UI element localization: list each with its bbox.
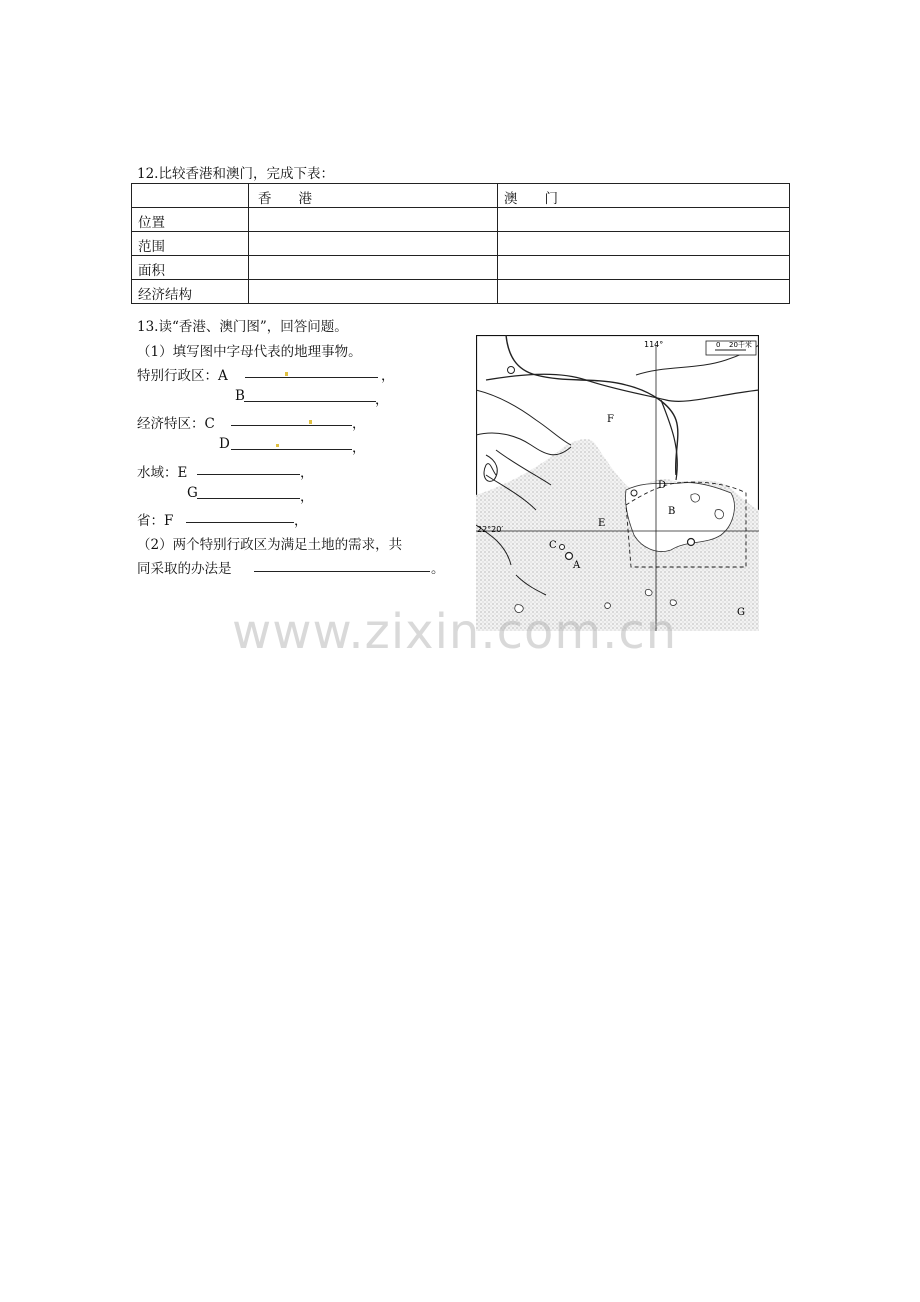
highlight-mark	[276, 444, 279, 447]
highlight-mark	[285, 372, 288, 376]
table-row	[132, 208, 790, 232]
cell-hk-economy[interactable]	[249, 280, 498, 304]
label-g: G	[187, 485, 198, 501]
map-letter-g: G	[737, 607, 745, 618]
question-13-part1: （1）填写图中字母代表的地理事物。	[137, 344, 362, 360]
cell-macau-economy[interactable]	[498, 280, 790, 304]
scale-zero: 0	[716, 341, 721, 349]
cell-hk-location[interactable]	[249, 208, 498, 232]
hongkong-city	[688, 539, 695, 546]
cell-macau-location[interactable]	[498, 208, 790, 232]
table-header-row	[132, 184, 790, 208]
cell-macau-scope[interactable]	[498, 232, 790, 256]
highlight-mark	[309, 420, 312, 424]
cell-hk-area[interactable]	[249, 256, 498, 280]
comma: ，	[300, 465, 314, 481]
label-d: D	[219, 436, 230, 452]
map-letter-e: E	[598, 518, 606, 529]
guangzhou-city	[508, 367, 515, 374]
question-13-part2: （2）两个特别行政区为满足土地的需求，共	[137, 537, 403, 553]
comma: ，	[375, 392, 389, 408]
table-row	[132, 232, 790, 256]
map-letter-f: F	[607, 414, 614, 425]
comma: ，	[294, 513, 308, 529]
hongkong-macau-map	[476, 335, 759, 631]
scale-label: 20千米	[729, 341, 752, 349]
comparison-table	[131, 183, 790, 304]
table-header-macau: 澳 门	[498, 184, 790, 208]
answer-blank-d[interactable]	[231, 449, 352, 450]
row-label-economy: 经济结构	[132, 280, 249, 304]
question-12-title: 12.比较香港和澳门，完成下表：	[137, 166, 334, 182]
map-letter-c: C	[549, 540, 557, 551]
table-header-hongkong: 香 港	[249, 184, 498, 208]
row-label-area: 面积	[132, 256, 249, 280]
answer-blank-c[interactable]	[231, 425, 352, 426]
comma: ，	[352, 440, 366, 456]
row-label-location: 位置	[132, 208, 249, 232]
answer-blank-e[interactable]	[197, 474, 300, 475]
answer-blank-b[interactable]	[244, 401, 376, 402]
shenzhen-city	[631, 490, 637, 496]
table-row	[132, 256, 790, 280]
comma: ，	[300, 489, 314, 505]
label-water-e: 水域：E	[137, 465, 188, 481]
comma: ，	[381, 368, 395, 384]
map-letter-b: B	[668, 506, 676, 517]
row-label-scope: 范围	[132, 232, 249, 256]
answer-blank-method[interactable]	[254, 571, 430, 572]
scale-bar	[706, 340, 756, 355]
label-b: B	[235, 388, 245, 404]
cell-hk-scope[interactable]	[249, 232, 498, 256]
zhuhai-city	[560, 545, 565, 550]
comma: ，	[352, 416, 366, 432]
label-sar-a: 特别行政区：A	[137, 368, 228, 384]
watermark: www.zixin.com.cn	[232, 604, 678, 660]
macau-city	[566, 553, 573, 560]
longitude-label: 114°	[644, 340, 664, 349]
latitude-label: 22°20′	[477, 525, 504, 534]
table-header-empty	[132, 184, 249, 208]
cell-macau-area[interactable]	[498, 256, 790, 280]
label-sez-c: 经济特区：C	[137, 416, 215, 432]
answer-blank-a[interactable]	[245, 377, 378, 378]
label-province-f: 省：F	[137, 513, 174, 529]
map-letter-d: D	[658, 480, 667, 491]
period: 。	[431, 561, 445, 577]
answer-blank-f[interactable]	[186, 522, 294, 523]
table-row	[132, 280, 790, 304]
question-13-title: 13.读“香港、澳门图”，回答问题。	[137, 319, 348, 335]
question-13-part2-cont: 同采取的办法是	[137, 561, 232, 577]
map-letter-a: A	[573, 560, 581, 571]
answer-blank-g[interactable]	[197, 498, 300, 499]
